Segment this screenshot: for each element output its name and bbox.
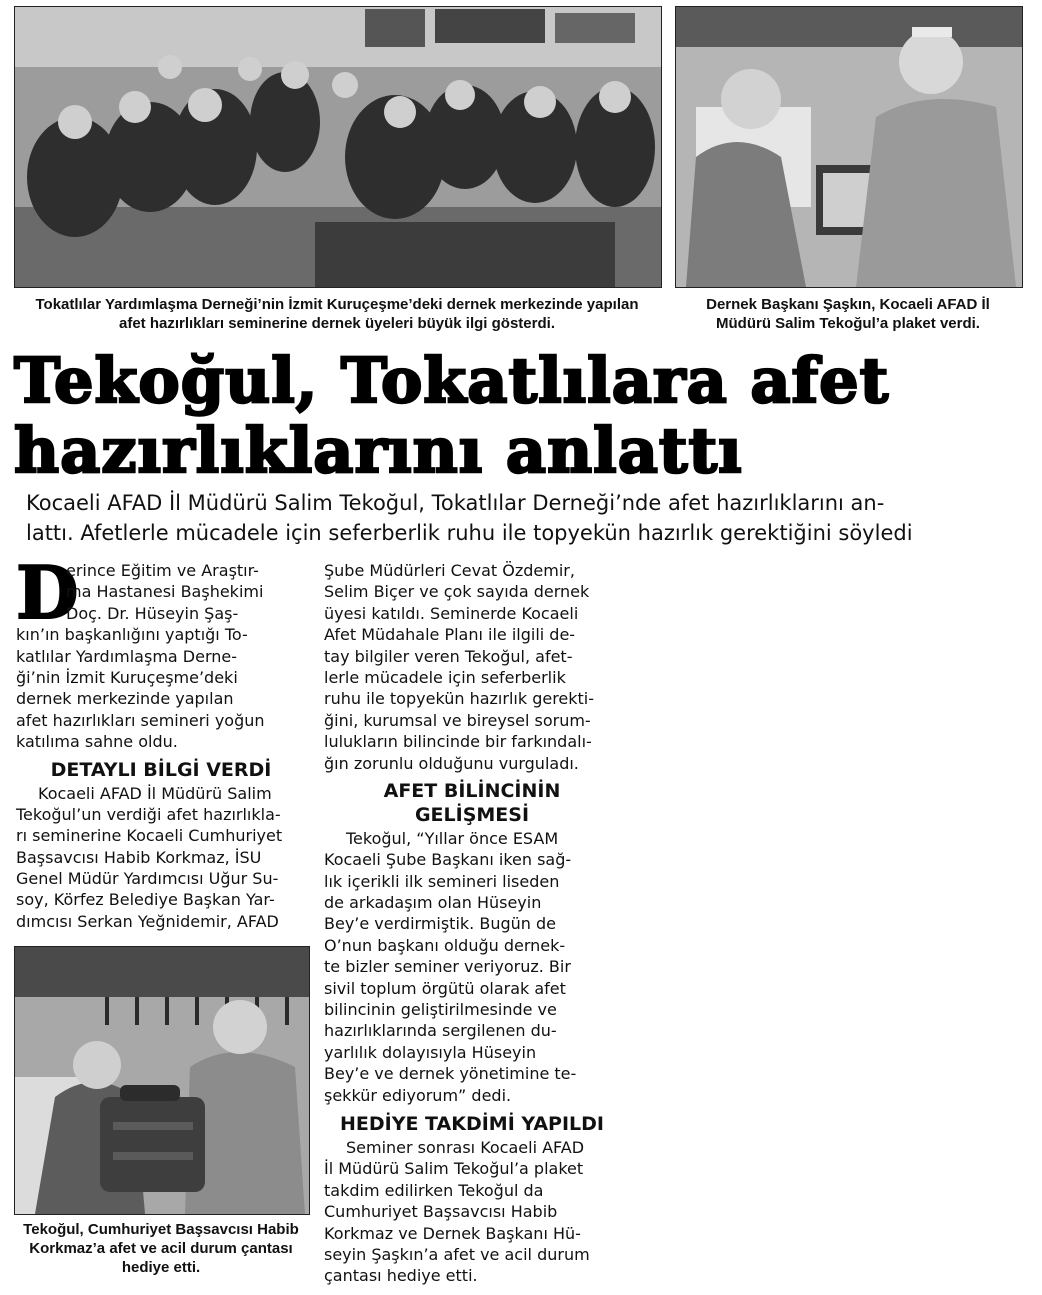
paragraph-line: sivil toplum örgütü olarak afet	[324, 978, 566, 998]
paragraph-line: Seminer sonrası Kocaeli AFAD	[346, 1137, 585, 1157]
article-column-2	[324, 560, 620, 1287]
paragraph-line: Korkmaz ve Dernek Başkanı Hü-	[324, 1223, 581, 1243]
seminar-audience-caption	[14, 295, 660, 333]
paragraph-line: seyin Şaşkın’a afet ve acil durum	[324, 1244, 590, 1264]
paragraph-line: afet hazırlıkları semineri yoğun	[16, 710, 265, 730]
seminar-audience-photo	[14, 6, 662, 288]
paragraph-line: de arkadaşım olan Hüseyin	[324, 893, 542, 913]
paragraph-line: Tekoğul’un verdiği afet hazırlıkla-	[16, 804, 281, 824]
paragraph-line: O’nun başkanı olduğu dernek-	[324, 935, 566, 955]
paragraph-line: ruhu ile topyekün hazırlık gerekti-	[324, 689, 595, 709]
headline-line: Tekoğul, Tokatlılara afet	[14, 344, 890, 417]
paragraph-line: soy, Körfez Belediye Başkan Yar-	[16, 890, 275, 910]
paragraph-line: çantası hediye etti.	[324, 1266, 478, 1286]
paragraph-line: te bizler seminer veriyoruz. Bir	[324, 957, 571, 977]
paragraph-line: Selim Biçer ve çok sayıda dernek	[324, 582, 590, 602]
paragraph-line: Kocaeli AFAD İl Müdürü Salim	[38, 783, 272, 803]
paragraph-line: lerle mücadele için seferberlik	[324, 667, 566, 687]
caption-line: Dernek Başkanı Şaşkın, Kocaeli AFAD İl	[706, 296, 990, 313]
article-lead	[26, 488, 1026, 548]
drop-cap: D	[16, 550, 79, 635]
paragraph-line: ma Hastanesi Başhekimi	[66, 582, 264, 602]
section-heading: HEDİYE TAKDİMİ YAPILDI	[339, 1112, 604, 1135]
article-headline	[14, 346, 1028, 486]
paragraph-line: hazırlıklarında sergilenen du-	[324, 1021, 557, 1041]
headline-line: hazırlıklarını anlattı	[14, 414, 743, 487]
paragraph-line: rı seminerine Kocaeli Cumhuriyet	[16, 826, 283, 846]
paragraph-line: İl Müdürü Salim Tekoğul’a plaket	[324, 1159, 584, 1179]
caption-line: Müdürü Salim Tekoğul’a plaket verdi.	[716, 315, 980, 332]
paragraph-line: erince Eğitim ve Araştır-	[66, 561, 259, 580]
plaque-presentation-photo	[675, 6, 1023, 288]
plaque-presentation-caption	[675, 295, 1021, 333]
paragraph-line: takdim edilirken Tekoğul da	[324, 1180, 544, 1200]
caption-line: Tokatlılar Yardımlaşma Derneği’nin İzmit Kuruçeşme’deki dernek merkezinde yapılan	[35, 296, 639, 313]
paragraph-line: kın’ın başkanlığını yaptığı To-	[16, 625, 248, 645]
paragraph-line: Kocaeli Şube Başkanı iken sağ-	[324, 850, 572, 870]
paragraph-line: dımcısı Serkan Yeğnidemir, AFAD	[16, 911, 279, 931]
paragraph-line: şekkür ediyorum” dedi.	[324, 1085, 512, 1105]
caption-line: hediye etti.	[121, 1259, 201, 1276]
paragraph-line: lık içerikli ilk semineri liseden	[324, 871, 560, 891]
paragraph-line: lulukların bilincinde bir farkındalı-	[324, 732, 592, 752]
paragraph-line: Cumhuriyet Başsavcısı Habib	[324, 1202, 558, 1222]
section-heading: GELİŞMESİ	[414, 803, 530, 826]
caption-line: Korkmaz’a afet ve acil durum çantası	[29, 1240, 293, 1257]
section-heading: AFET BİLİNCİNİN	[383, 779, 561, 802]
paragraph-line: katılıma sahne oldu.	[16, 732, 178, 752]
paragraph-line: Şube Müdürleri Cevat Özdemir,	[324, 561, 575, 580]
paragraph-line: üyesi katıldı. Seminerde Kocaeli	[324, 603, 579, 623]
section-heading: DETAYLI BİLGİ VERDİ	[50, 758, 272, 781]
lead-line: Kocaeli AFAD İl Müdürü Salim Tekoğul, Tokatlılar Derneği’nde afet hazırlıklarını an-	[26, 491, 885, 515]
article-column-1	[16, 550, 306, 932]
paragraph-line: Tekoğul, “Yıllar önce ESAM	[346, 828, 559, 848]
paragraph-line: ği’nin İzmit Kuruçeşme’deki	[16, 667, 238, 687]
paragraph-line: Başsavcısı Habib Korkmaz, İSU	[16, 847, 262, 867]
caption-line: afet hazırlıkları seminerine dernek üyeleri büyük ilgi gösterdi.	[119, 315, 555, 332]
paragraph-line: tay bilgiler veren Tekoğul, afet-	[324, 646, 573, 666]
paragraph-line: yarlılık dolayısıyla Hüseyin	[324, 1042, 537, 1062]
paragraph-line: ğini, kurumsal ve bireysel sorum-	[324, 710, 591, 730]
paragraph-line: bilincinin geliştirilmesinde ve	[324, 1000, 557, 1020]
paragraph-line: Bey’e verdirmiştik. Bugün de	[324, 914, 556, 934]
paragraph-line: Genel Müdür Yardımcısı Uğur Su-	[16, 869, 279, 889]
caption-line: Tekoğul, Cumhuriyet Başsavcısı Habib	[23, 1221, 299, 1238]
paragraph-line: Afet Müdahale Planı ile ilgili de-	[324, 625, 576, 645]
paragraph-line: Doç. Dr. Hüseyin Şaş-	[66, 603, 239, 623]
paragraph-line: dernek merkezinde yapılan	[16, 689, 234, 709]
paragraph-line: katlılar Yardımlaşma Derne-	[16, 646, 238, 666]
emergency-bag-gift-photo	[14, 946, 310, 1215]
paragraph-line: ğın zorunlu olduğunu vurguladı.	[324, 753, 579, 773]
emergency-bag-gift-caption	[14, 1220, 308, 1277]
paragraph-line: Bey’e ve dernek yönetimine te-	[324, 1064, 577, 1084]
lead-line: lattı. Afetlerle mücadele için seferberlik ruhu ile topyekün hazırlık gerektiğini söyledi	[26, 521, 913, 545]
